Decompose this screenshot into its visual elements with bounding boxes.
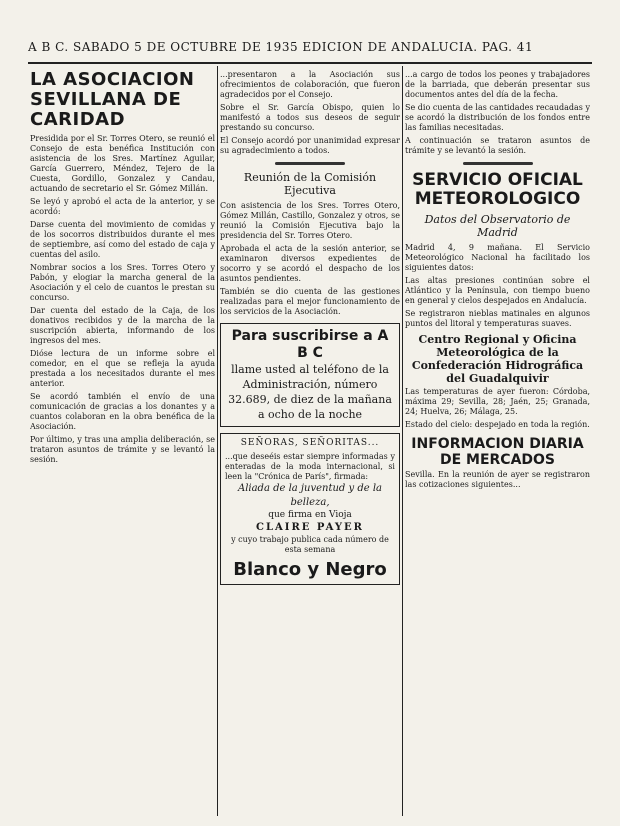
header-rule bbox=[28, 62, 592, 64]
ad-brand: Blanco y Negro bbox=[233, 559, 387, 580]
section-title-comision: Reunión de la Comisión Ejecutiva bbox=[243, 171, 377, 197]
article-paragraph: Las temperaturas de ayer fueron: Córdoba, máxima 29; Sevilla, 28; Jaén, 25; Granada, 24; Huelva, 26; Málaga, 25. bbox=[405, 387, 590, 416]
blanco-y-negro-ad bbox=[220, 433, 400, 585]
ad-subscribe-text: llame usted al teléfono de la Administración, número 32.689, de diez de la mañana a ocho de la noche bbox=[228, 363, 392, 421]
ad-subscribe-title: Para suscribirse a A B C bbox=[231, 328, 389, 361]
article-paragraph: Darse cuenta del movimiento de comidas y de los socorros distribuidos durante el mes de septiembre, así como del estado de caja y cuentas del asilo. bbox=[30, 220, 215, 259]
article-paragraph: También se dio cuenta de las gestiones realizadas para el mejor funcionamiento de los servicios de la Asociación. bbox=[220, 287, 400, 316]
article-paragraph: Dar cuenta del estado de la Caja, de los donativos recibidos y de la marcha de la suscripción abierta, informando de los ingresos del mes. bbox=[30, 306, 215, 345]
ad-tagline: Aliada de la juventud y de la belleza, bbox=[237, 483, 383, 508]
article-paragraph: Nombrar socios a los Sres. Torres Otero y Pabón, y elogiar la marcha general de la Asociación y el celo de cuantos le prestan su concurso. bbox=[30, 263, 215, 302]
article-paragraph: Se registraron nieblas matinales en algunos puntos del litoral y temperaturas suaves. bbox=[405, 309, 590, 328]
subscription-ad bbox=[220, 323, 400, 427]
headline-asociacion: LA ASOCIACION SEVILLANA DE CARIDAD bbox=[30, 70, 195, 130]
article-paragraph: Por último, y tras una amplia deliberación, se trataron asuntos de trámite y se levantó la sesión. bbox=[30, 435, 215, 464]
headline-mercados: INFORMACION DIARIA DE MERCADOS bbox=[411, 436, 584, 468]
ad-by: que firma en Vioja bbox=[268, 510, 352, 520]
ad-title: SEÑORAS, SEÑORITAS... bbox=[240, 438, 380, 448]
article-paragraph: Aprobada el acta de la sesión anterior, se examinaron diversos expedientes de socorro y se acordó el despacho de los asuntos pendientes. bbox=[220, 244, 400, 283]
article-paragraph: Presidida por el Sr. Torres Otero, se reunió el Consejo de esta benéfica Institución con asistencia de los Sres. Martínez Aguilar, García Guerrero, Méndez, Tejero de la Cuesta, Gordillo, Gonzalez y Candau, actuando de secretario el Sr. Gómez Millán. bbox=[30, 134, 215, 193]
article-paragraph: Madrid 4, 9 mañana. El Servicio Meteorológico Nacional ha facilitado los siguientes datos: bbox=[405, 243, 590, 272]
ornament-divider bbox=[463, 162, 533, 165]
ad-name: CLAIRE PAYER bbox=[256, 522, 364, 533]
column-divider-1 bbox=[217, 66, 218, 816]
article-paragraph: Dióse lectura de un informe sobre el comedor, en el que se refleja la ayuda prestada a los necesitados durante el mes anterior. bbox=[30, 349, 215, 388]
headline-meteorologico: SERVICIO OFICIAL METEOROLOGICO bbox=[412, 170, 583, 209]
article-paragraph: Se dio cuenta de las cantidades recaudadas y se acordó la distribución de los fondos entre las familias necesitadas. bbox=[405, 103, 590, 132]
article-paragraph: Las altas presiones continúan sobre el Atlántico y la Península, con tiempo bueno en general y cielos despejados en Andalucía. bbox=[405, 276, 590, 305]
article-paragraph: Con asistencia de los Sres. Torres Otero, Gómez Millán, Castillo, Gonzalez y otros, se reunió la Comisión Ejecutiva bajo la presidencia del Sr. Torres Otero. bbox=[220, 201, 400, 240]
headline-centro-regional: Centro Regional y Oficina Meteorológica de la Confederación Hidrográfica del Guadalquivir bbox=[411, 333, 584, 385]
article-paragraph: Estado del cielo: despejado en toda la región. bbox=[405, 420, 590, 429]
article-paragraph: ...presentaron a la Asociación sus ofrecimientos de colaboración, que fueron agradecidos por el Consejo. bbox=[220, 70, 400, 99]
column-left bbox=[30, 70, 215, 810]
subtitle-observatorio: Datos del Observatorio de Madrid bbox=[424, 213, 571, 239]
column-middle bbox=[220, 70, 400, 810]
article-paragraph: A continuación se trataron asuntos de trámite y se levantó la sesión. bbox=[405, 136, 590, 155]
page-header: A B C. SABADO 5 DE OCTUBRE DE 1935 EDICION DE ANDALUCIA. PAG. 41 bbox=[28, 40, 534, 54]
article-paragraph: Sobre el Sr. García Obispo, quien lo manifestó a todos sus deseos de seguir prestando su concurso. bbox=[220, 103, 400, 132]
article-paragraph: Se leyó y aprobó el acta de la anterior, y se acordó: bbox=[30, 197, 215, 216]
article-paragraph: Sevilla. En la reunión de ayer se registraron las cotizaciones siguientes... bbox=[405, 470, 590, 489]
column-divider-2 bbox=[402, 66, 403, 816]
column-right bbox=[405, 70, 590, 810]
article-paragraph: ...a cargo de todos los peones y trabajadores de la barriada, que deberán presentar sus documentos antes del día de la fecha. bbox=[405, 70, 590, 99]
ad-text: ...que deseéis estar siempre informadas y enteradas de la moda internacional, si leen la "Crónica de París", firmada: bbox=[225, 452, 395, 481]
ad-note: y cuyo trabajo publica cada número de esta semana bbox=[231, 535, 389, 554]
article-paragraph: Se acordó también el envío de una comunicación de gracias a los donantes y a cuantos colaboran en la obra benéfica de la Asociación. bbox=[30, 392, 215, 431]
ornament-divider bbox=[275, 162, 345, 165]
article-paragraph: El Consejo acordó por unanimidad expresar su agradecimiento a todos. bbox=[220, 136, 400, 155]
